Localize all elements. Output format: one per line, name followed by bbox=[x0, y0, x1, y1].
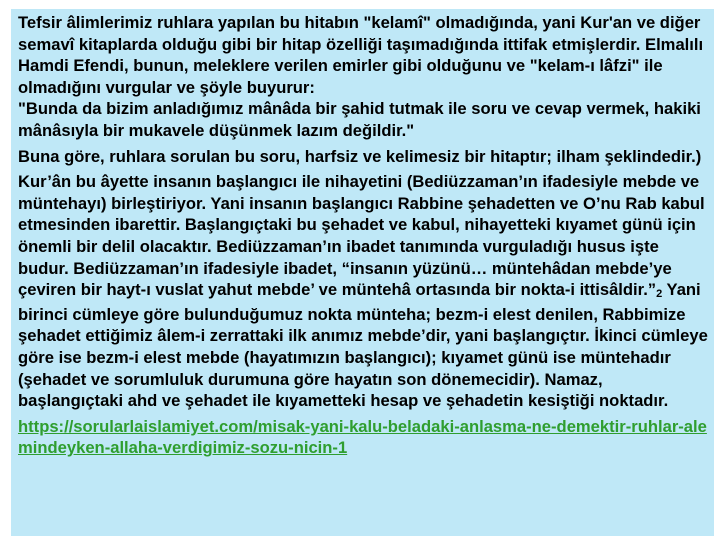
footnote-mark: 2 bbox=[656, 288, 663, 301]
paragraph-ilham: Buna göre, ruhlara sorulan bu soru, harfsiz ve kelimesiz bir hitaptır; ilham şeklindedir.) bbox=[18, 146, 702, 166]
paragraph-quote: "Bunda da bizim anladığımız mânâda bir şahid tutmak ile soru ve cevap vermek, hakiki mânâsıyla bir mukavele düşünmek lazım değildir." bbox=[18, 99, 701, 140]
main-text-part-2: Yani birinci cümleye göre bulunduğumuz nokta münteha; bezm-i elest denilen, Rabbimize şehadet ettiğimiz âlem-i zerrattaki ilk anımız mebde’dir, yani başlangıçtır. İkinci cümleye göre ise bezm-i elest mebde (hayatımızın başlangıcı); kıyamet günü ise müntehadır (şehadet ve sorumluluk durumuna göre hayatın son dönemecidir). Namaz, başlangıçtaki ahd ve şehadet ile kıyametteki hesap ve şehadetin kesiştiği noktadır. bbox=[18, 280, 708, 411]
main-text-part-1: Kur’ân bu âyette insanın başlangıcı ile nihayetini (Bediüzzaman’ın ifadesiyle mebde ve müntehayı) birleştiriyor. Yani insanın başlangıcı Rabbine şehadetten ve O’nu Rab kabul etmesinden ibarettir. Başlangıçtaki bu şehadet ve kabul, nihayetteki kıyamet günü için önemli bir delil olacaktır. Bediüzzaman’ın ibadet tanımında vurguladığı husus işte budur. Bediüzzaman’ın ifadesiyle ibadet, “insanın yüzünü… müntehâdan mebde’ye çeviren bir hayt-ı vuslat yahut mebde’ ve müntehâ ortasında bir nokta-i ittisâldir.” bbox=[18, 172, 705, 300]
paragraph-main bbox=[18, 171, 710, 412]
source-link[interactable]: https://sorularlaislamiyet.com/misak-yani-kalu-beladaki-anlasma-ne-demektir-ruhlar-alemindeyken-allaha-verdigimiz-sozu-nicin-1 bbox=[18, 416, 707, 458]
paragraph-intro: Tefsir âlimlerimiz ruhlara yapılan bu hitabın "kelamî" olmadığında, yani Kur'an ve diğer semavî kitaplarda olduğu gibi bir hitap özelliği taşımadığında ittifak etmişlerdir. Elmalılı Hamdi Efendi, bunun, meleklere verilen emirler gibi olduğunu ve "kelam-ı lâfzi" ile olmadığını vurgular ve şöyle buyurur: bbox=[18, 13, 704, 97]
text-panel bbox=[11, 9, 714, 536]
article-text bbox=[18, 12, 710, 459]
